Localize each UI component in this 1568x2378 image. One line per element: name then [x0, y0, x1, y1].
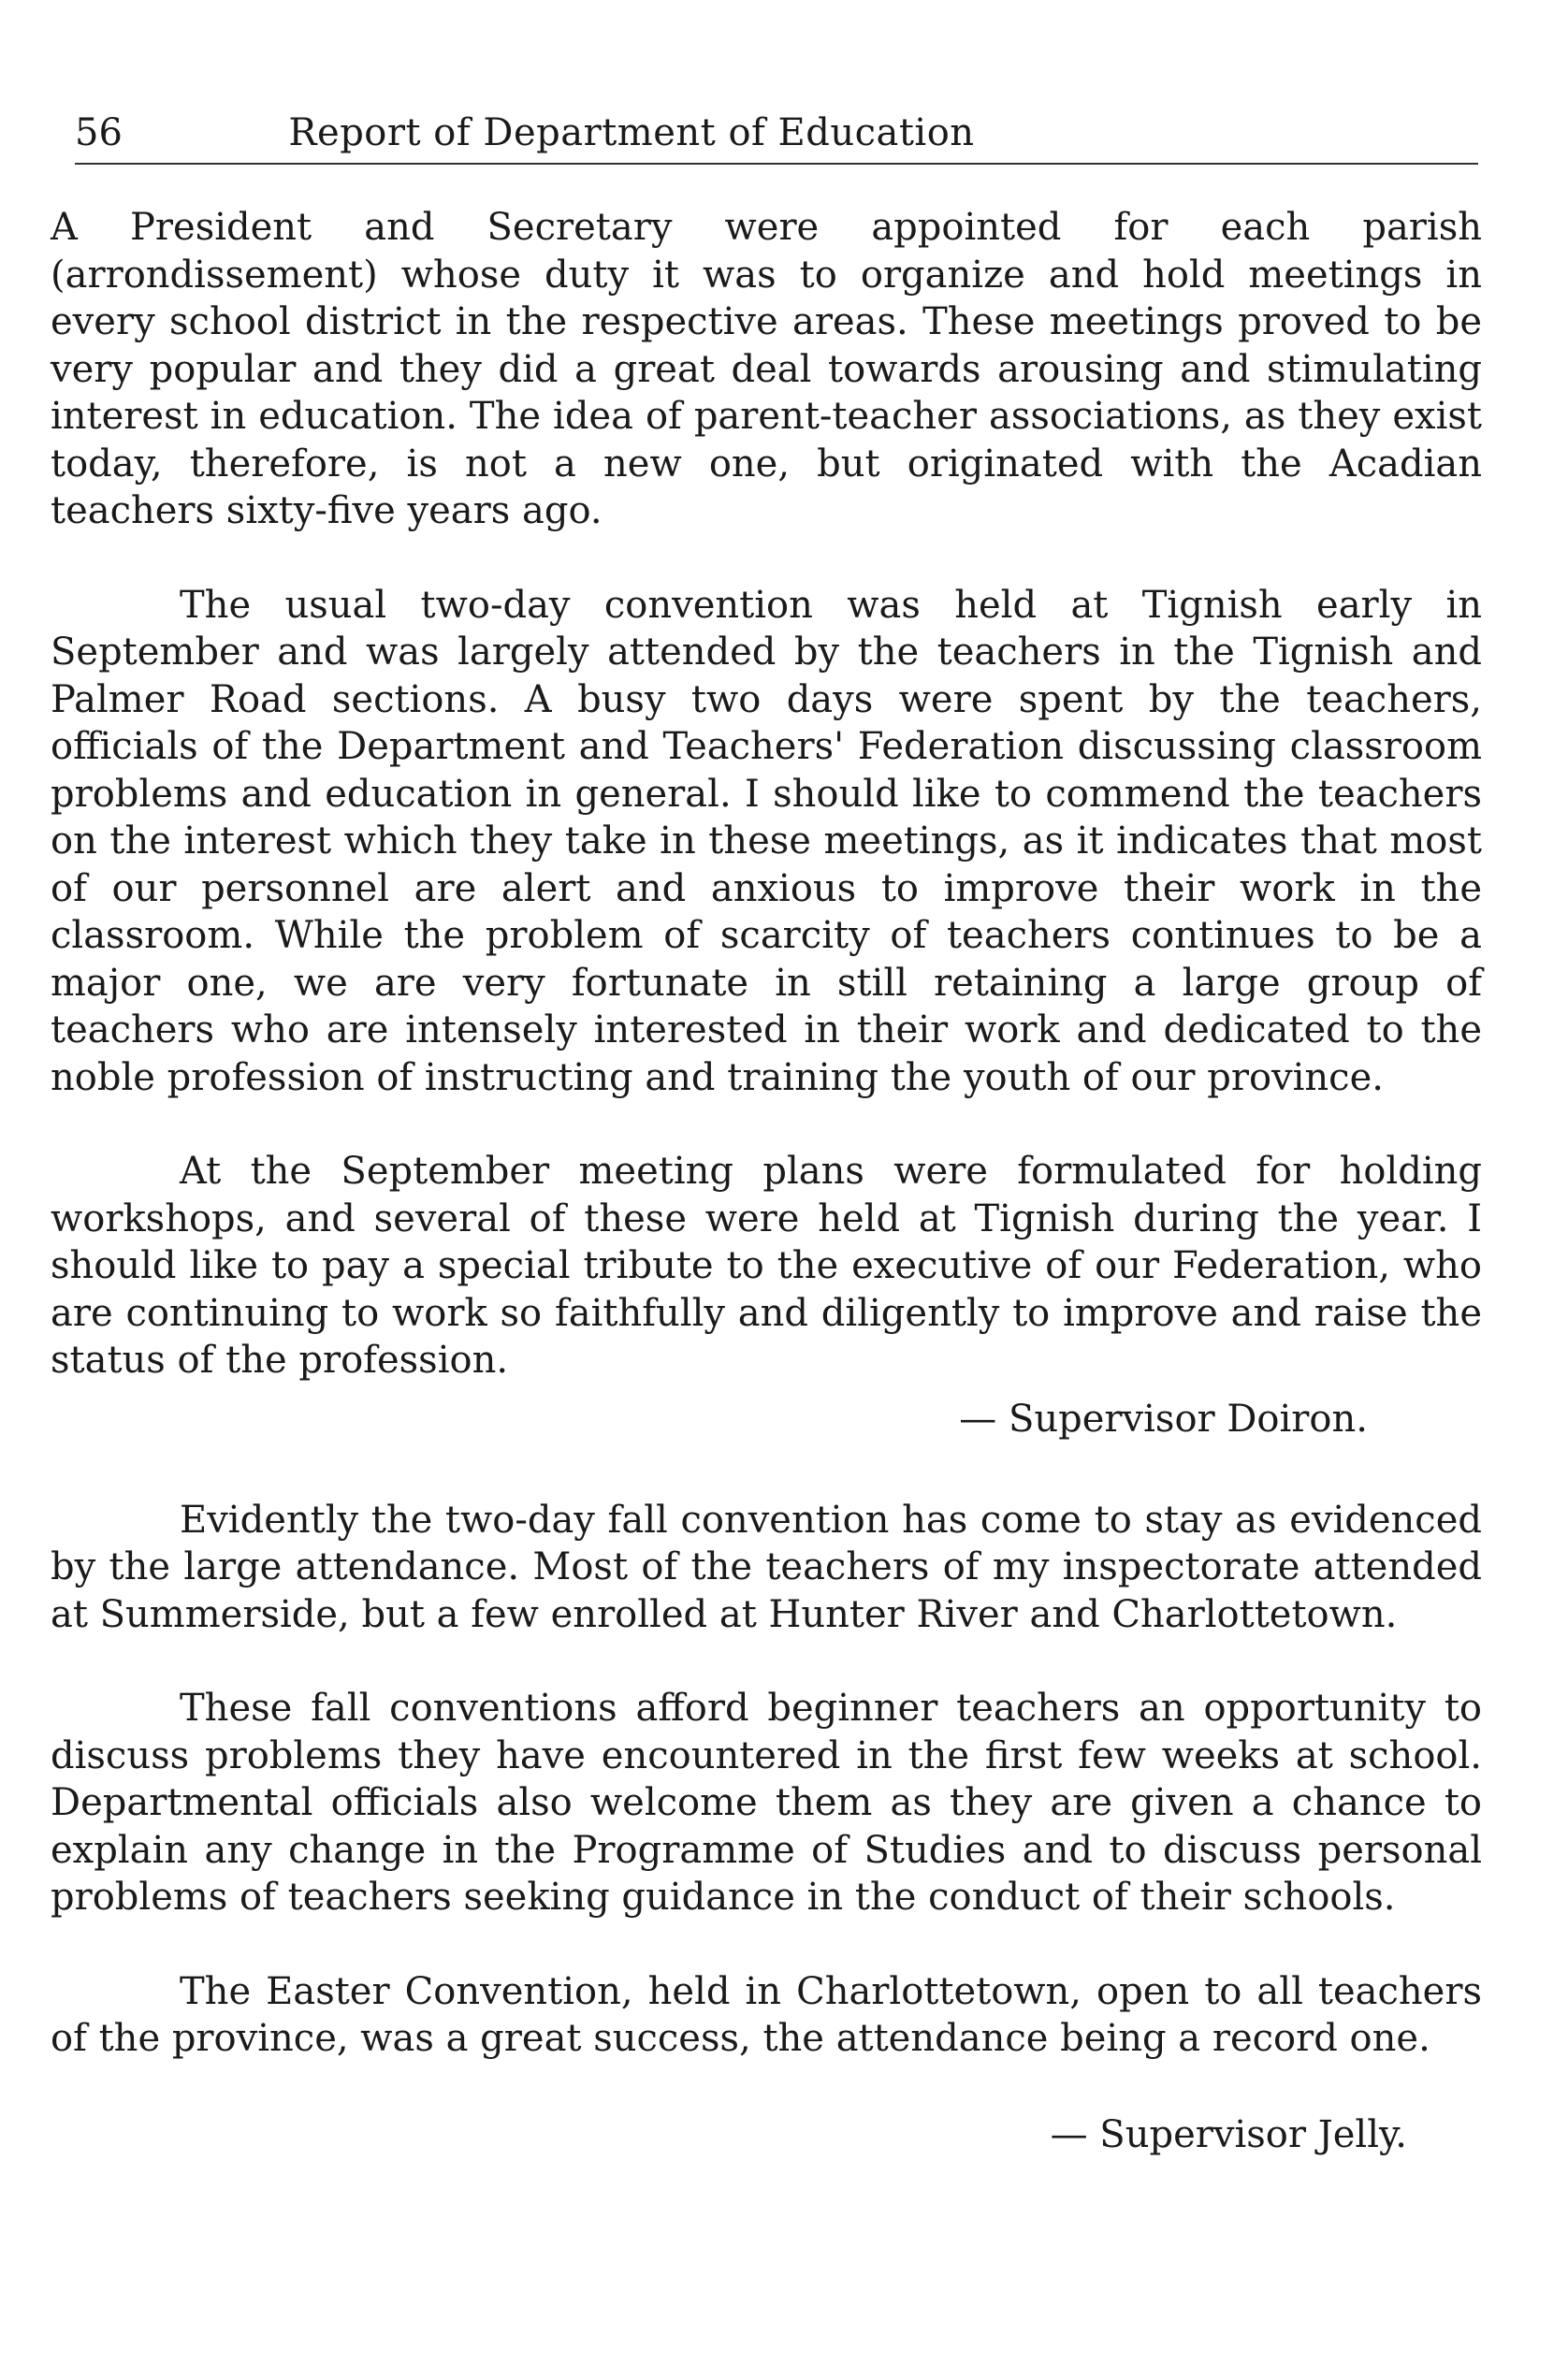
paragraph-workshops: At the September meeting plans were formulated for holding workshops, and several of these were held at Tignish during the year. I should like to pay a special tribute to the executive of our Federation, who are continuing to work so faithfully and diligently to improve and raise the status of the profession.	[51, 1150, 1482, 1382]
page-number: 56	[75, 111, 123, 154]
running-title: Report of Department of Education	[288, 111, 975, 154]
paragraph-easter-convention: The Easter Convention, held in Charlottetown, open to all teachers of the province, was a great success, the attendance being a record one.	[51, 1969, 1482, 2060]
paragraph-fall-convention: Evidently the two-day fall convention has come to stay as evidenced by the large attendance. Most of the teachers of my inspectorate attended at Summerside, but a few enrolled at Hunter River and Charlottetown.	[51, 1498, 1482, 1636]
paragraph-beginner-teachers: These fall conventions afford beginner teachers an opportunity to discuss problems they have encountered in the first few weeks at school. Departmental officials also welcome them as they are given a chance to explain any change in the Programme of Studies and to discuss personal problems of teachers seeking guidance in the conduct of their schools.	[51, 1687, 1482, 1919]
header-rule	[75, 163, 1478, 165]
page-header	[75, 105, 1478, 161]
report-body	[51, 204, 1482, 2160]
signature-doiron: — Supervisor Doiron.	[959, 1397, 1368, 1441]
signature-jelly: — Supervisor Jelly.	[1050, 2112, 1407, 2156]
paragraph-tignish-convention: The usual two-day convention was held at Tignish early in September and was largely attended by the teachers in the Tignish and Palmer Road sections. A busy two days were spent by the teachers, officials of the Department and Teachers' Federation discussing classroom problems and education in general. I should like to commend the teachers on the interest which they take in these meetings, as it indicates that most of our personnel are alert and anxious to improve their work in the classroom. While the problem of scarcity of teachers continues to be a major one, we are very fortunate in still retaining a large group of teachers who are intensely interested in their work and dedicated to the noble profession of instructing and training the youth of our province.	[51, 583, 1482, 1099]
paragraph-parish-meetings: A President and Secretary were appointed for each parish (arrondissement) whose duty it was to organize and hold meetings in every school district in the respective areas. These meetings proved to be very popular and they did a great deal towards arousing and stimulating interest in education. The idea of parent-teacher associations, as they exist today, therefore, is not a new one, but originated with the Acadian teachers sixty-five years ago.	[51, 206, 1482, 532]
